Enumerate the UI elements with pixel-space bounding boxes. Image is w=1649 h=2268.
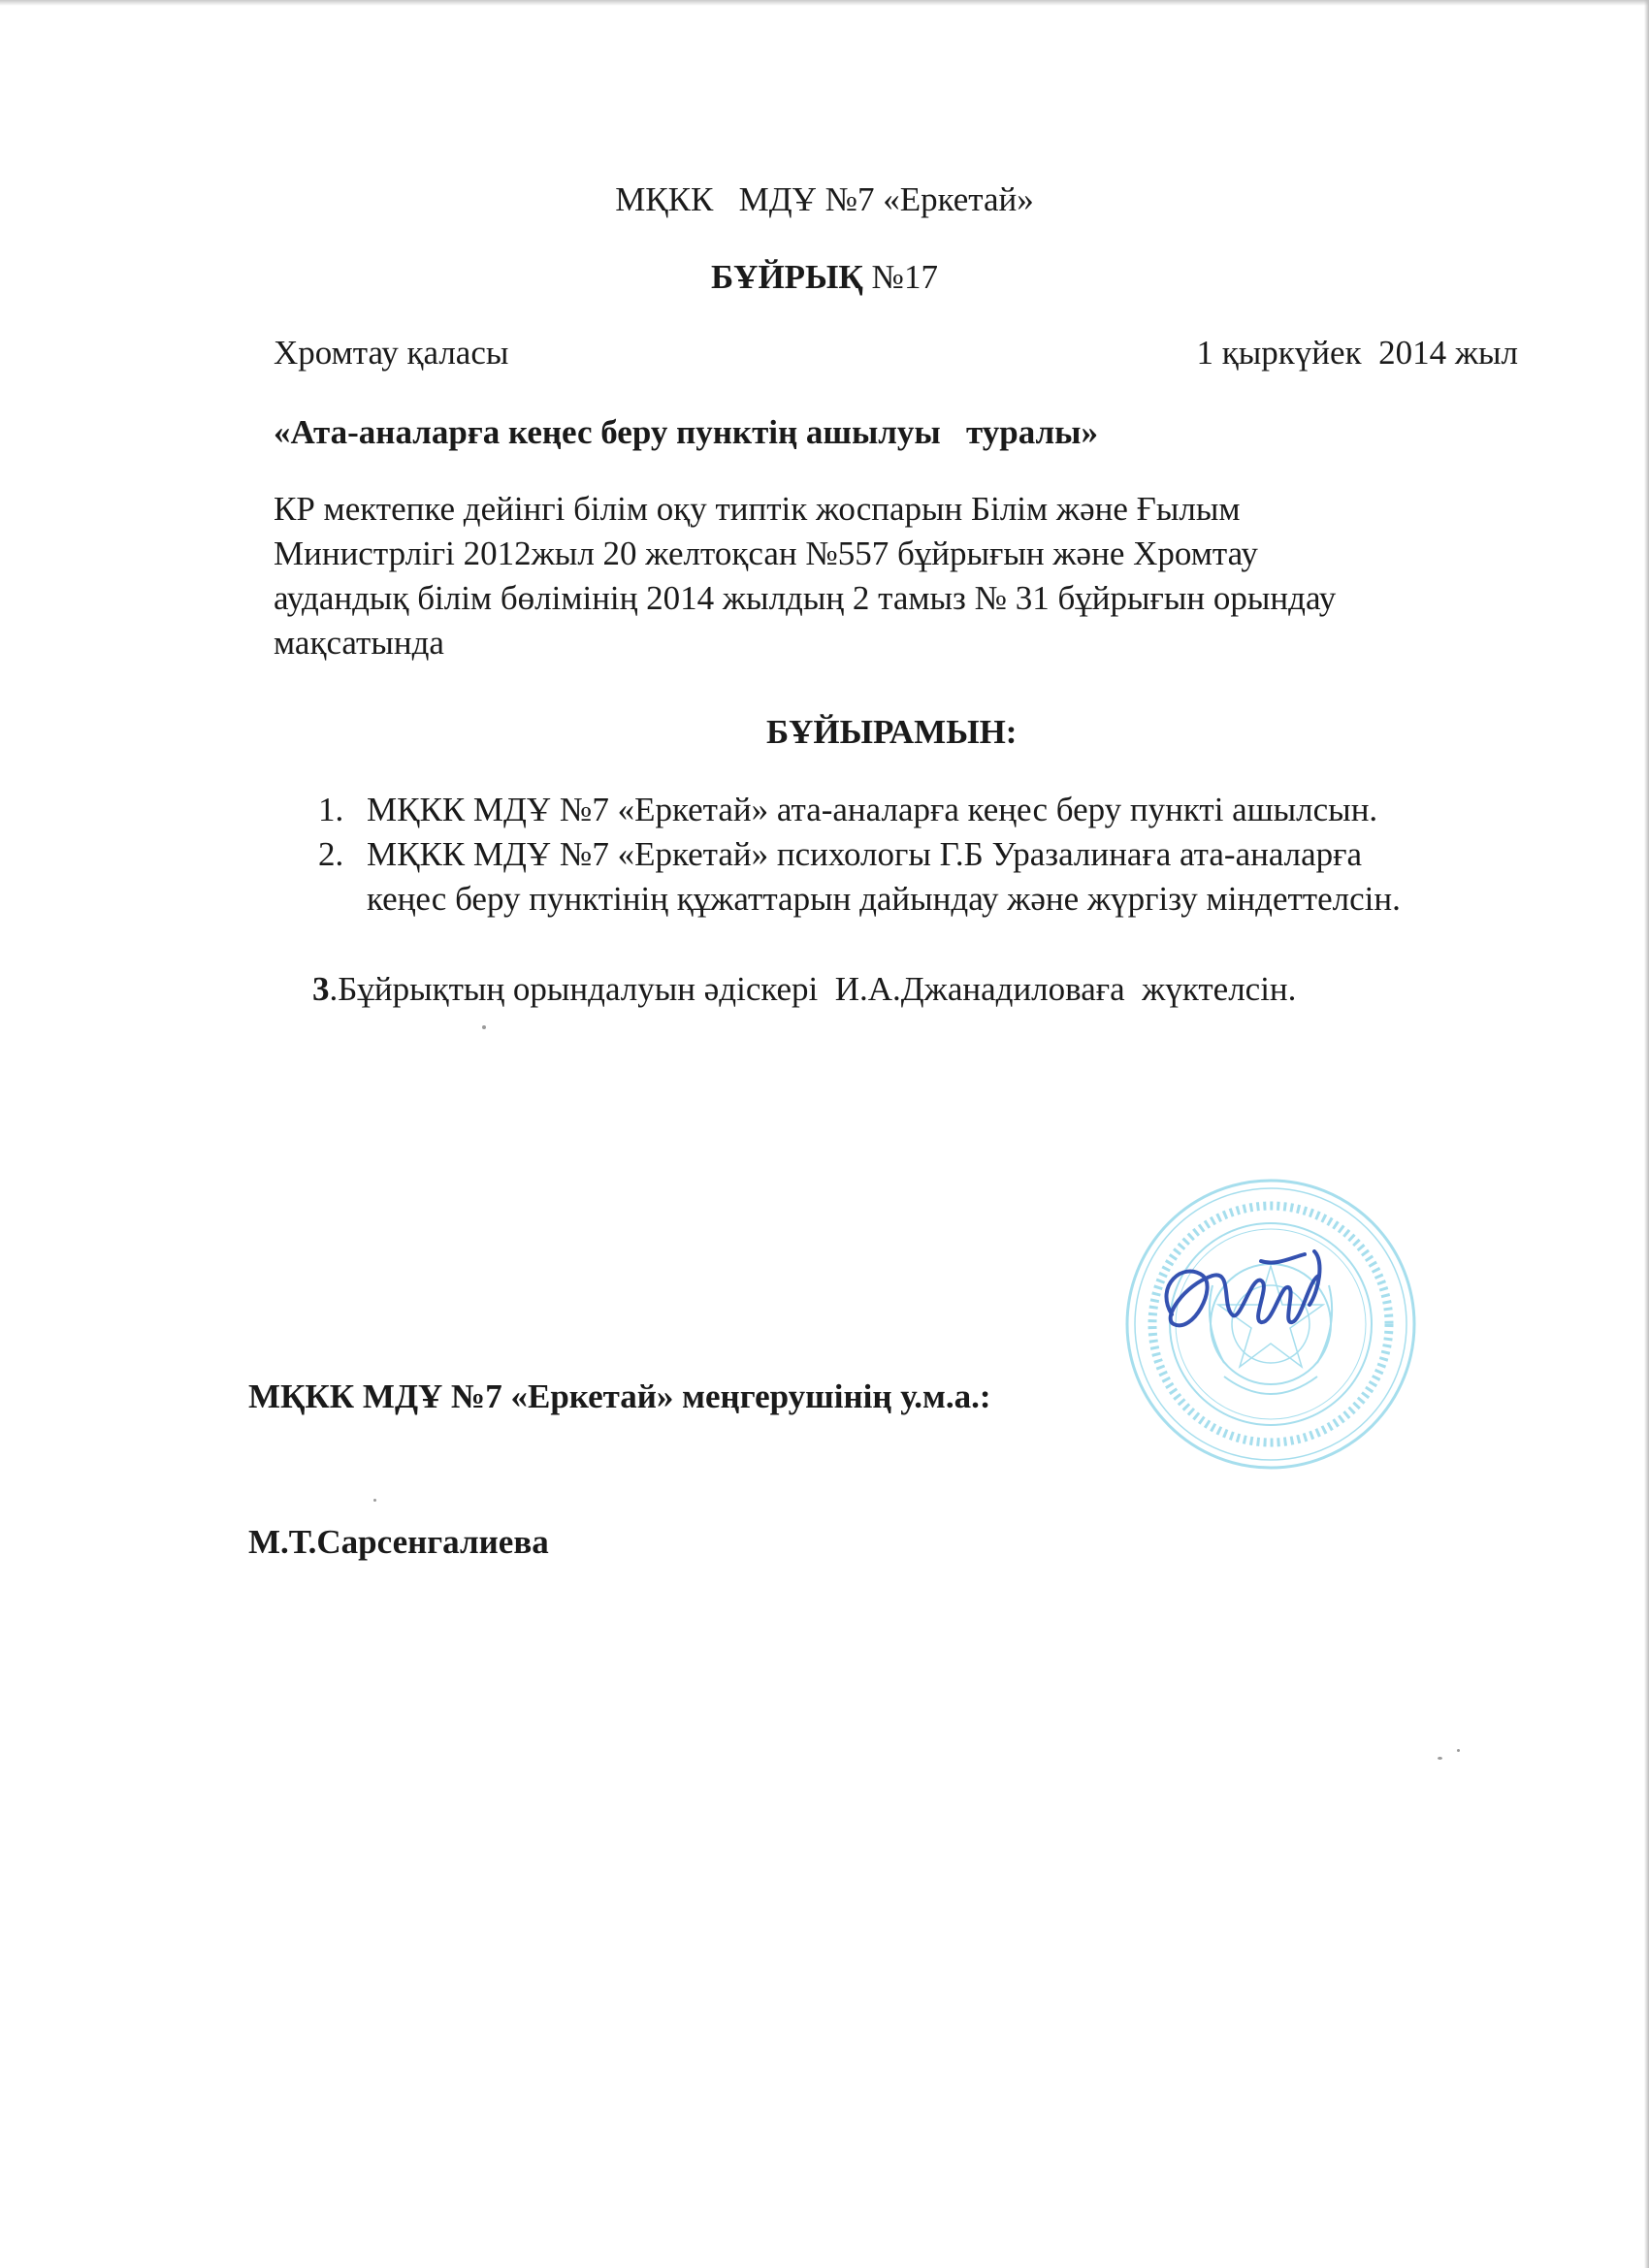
signature-block — [248, 1276, 991, 1615]
official-stamp — [1116, 1169, 1426, 1479]
item-text: .Бұйрықтың орындалуын әдіскері И.А.Джанадиловаға жүктелсін. — [329, 970, 1297, 1008]
city-label: Хромтау қаласы — [274, 334, 509, 372]
signer-name: М.Т.Сарсенгалиева — [248, 1523, 549, 1561]
order-title — [0, 258, 1649, 297]
scan-speck — [482, 1025, 486, 1029]
scan-speck — [1438, 1757, 1442, 1760]
scan-edge-top — [0, 0, 1649, 6]
list-item — [308, 788, 1531, 832]
item-number: 3 — [312, 970, 330, 1008]
scan-speck — [373, 1499, 376, 1502]
command-heading: БҰЙЫРАМЫН: — [766, 713, 1018, 751]
order-number: №17 — [871, 258, 938, 296]
preamble-paragraph: КР мектепке дейінгі білім оқу типтік жоспарын Білім және Ғылым Министрлігі 2012жыл 20 желтоқсан №557 бұйрығын және Хромтау аудандық білім бөлімінің 2014 жылдың 2 тамыз № 31 бұйрығын орындау мақсатында — [274, 490, 1337, 662]
item-three — [312, 970, 1296, 1009]
item-number: 1. — [318, 791, 344, 828]
item-text: МҚКК МДҰ №7 «Еркетай» психологы Г.Б Уразалинаға ата-аналарға кеңес беру пунктінің құжаттарын дайындау және жүргізу міндеттелсін. — [367, 835, 1401, 918]
list-item — [308, 832, 1531, 922]
organization-header: МҚКК МДҰ №7 «Еркетай» — [615, 180, 1034, 218]
order-date: 1 қыркүйек 2014 жыл — [1196, 334, 1518, 372]
scan-edge-right — [1644, 0, 1649, 2268]
scan-speck — [1457, 1749, 1460, 1752]
item-number: 2. — [318, 835, 344, 873]
order-label: БҰЙРЫҚ — [711, 258, 863, 296]
signer-position: МҚКК МДҰ №7 «Еркетай» меңгерушінің у.м.а.: — [248, 1377, 991, 1415]
order-items-list — [308, 788, 1531, 922]
item-text: МҚКК МДҰ №7 «Еркетай» ата-аналарға кеңес беру пункті ашылсын. — [367, 791, 1378, 828]
order-subject: «Ата-аналарға кеңес беру пунктің ашылуы туралы» — [274, 413, 1098, 451]
